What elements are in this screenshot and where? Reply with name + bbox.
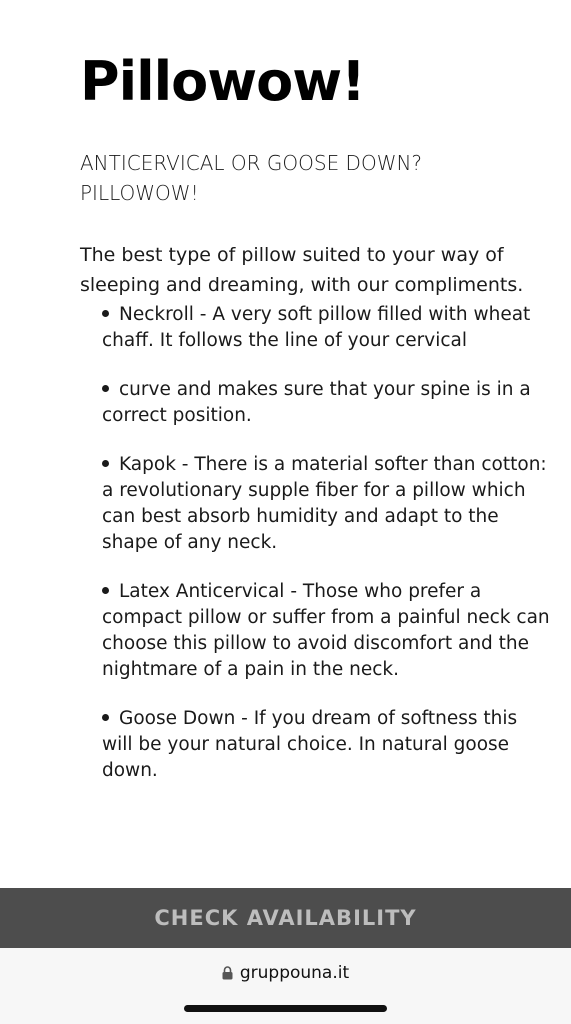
lock-icon [222,966,233,980]
list-item-text: Latex Anticervical - Those who prefer a compact pillow or suffer from a painful neck can choose this pillow to avoid discomfort and the nightmare of a pain in the neck. [102,581,550,680]
url-display[interactable] [0,963,571,983]
list-item [102,452,550,556]
main-content [80,48,550,807]
list-item-text: Neckroll - A very soft pillow filled with wheat chaff. It follows the line of your cervical [102,304,531,351]
pillow-list [102,302,550,784]
bullet-icon [102,385,109,392]
list-item-text: Goose Down - If you dream of softness this will be your natural choice. In natural goose down. [102,708,518,781]
bullet-icon [102,587,109,594]
bullet-icon [102,460,109,467]
bullet-icon [102,714,109,721]
url-text: gruppouna.it [239,963,350,983]
check-availability-label: CHECK AVAILABILITY [154,906,417,930]
check-availability-button[interactable] [0,888,571,948]
page-title: Pillowow! [80,50,365,113]
list-item [102,706,550,784]
bullet-icon [102,310,109,317]
list-item-text: curve and makes sure that your spine is in a correct position. [102,379,531,426]
page-subtitle: ANTICERVICAL OR GOOSE DOWN? PILLOWOW! [80,151,423,205]
browser-address-bar [0,948,571,1024]
list-item [102,302,550,354]
list-item [102,579,550,683]
list-item-text: Kapok - There is a material softer than cotton: a revolutionary supple fiber for a pillow which can best absorb humidity and adapt to the shape of any neck. [102,454,547,553]
home-indicator[interactable] [184,1005,387,1012]
intro-text: The best type of pillow suited to your way of sleeping and dreaming, with our compliments. [80,244,524,296]
list-item [102,377,550,429]
